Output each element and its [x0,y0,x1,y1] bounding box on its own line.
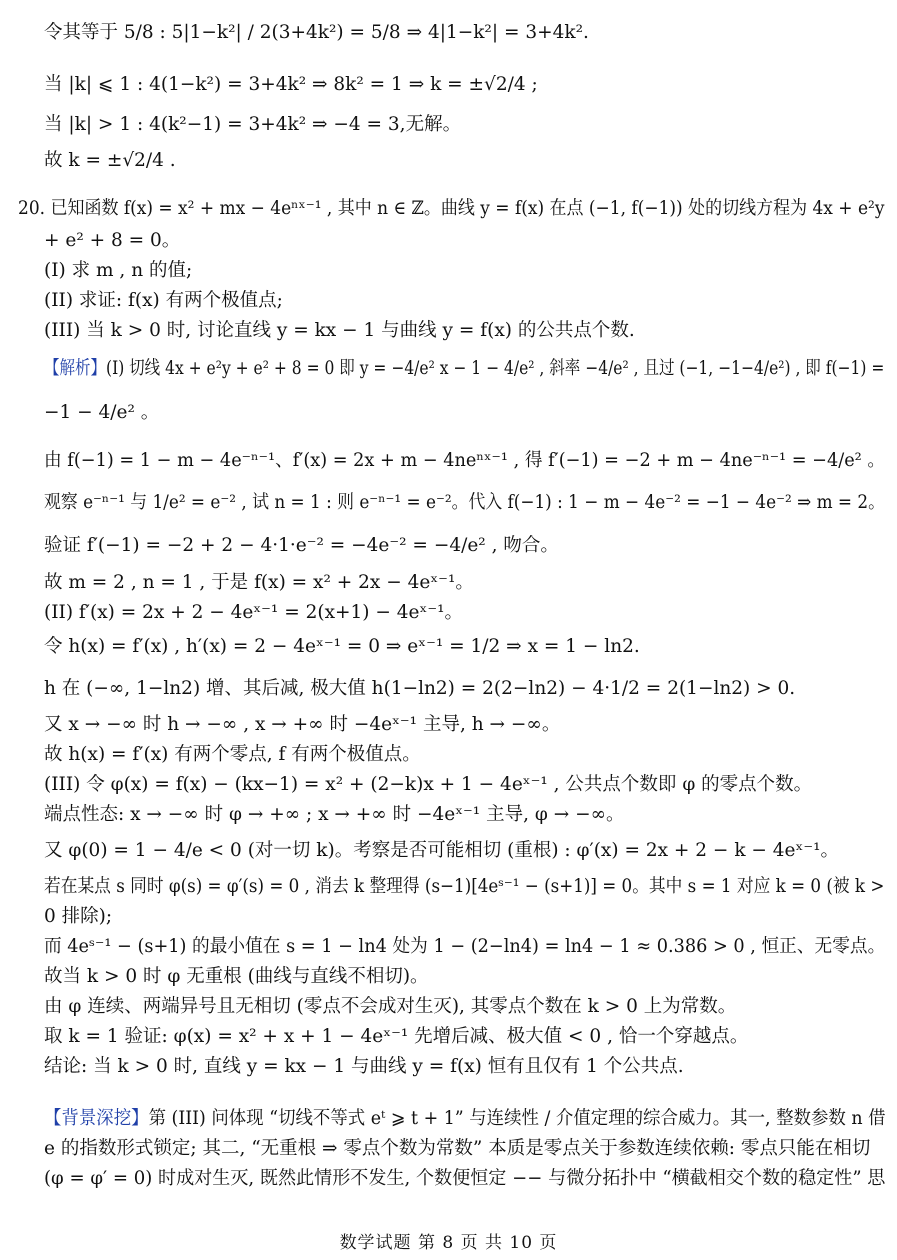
text-line [44,600,463,626]
text-line [44,838,839,864]
line-text: 又 φ(0) = 1 − 4/e < 0 (对一切 k)。考察是否可能相切 (重根) : φ′(x) = 2x + 2 − k − 4eˣ⁻¹。 [44,840,840,861]
line-text: 当 |k| > 1 : 4(k²−1) = 3+4k² ⇒ −4 = 3,无解。 [44,114,462,135]
text-line [44,258,192,284]
text-line [44,802,624,828]
line-text: 故 m = 2 , n = 1 , 于是 f(x) = x² + 2x − 4eˣ⁻¹。 [44,572,474,593]
text-line [44,1024,748,1050]
text-line [44,1166,885,1192]
text-line [44,634,640,660]
line-text: (I) 求 m , n 的值; [44,260,193,281]
line-text: (I) 切线 4x + e²y + e² + 8 = 0 即 y = −4/e² x − 1 − 4/e² , 斜率 −4/e² , 且过 (−1, −1−4/e²) , 即 f(−1) = [106,358,885,379]
line-text: 当 |k| ⩽ 1 : 4(1−k²) = 3+4k² ⇒ 8k² = 1 ⇒ k = ±√2/4 ; [44,74,538,95]
line-text: 又 x → −∞ 时 h → −∞ , x → +∞ 时 −4eˣ⁻¹ 主导, h → −∞。 [44,714,561,735]
line-text: (III) 当 k > 0 时, 讨论直线 y = kx − 1 与曲线 y = f(x) 的公共点个数. [44,320,635,341]
line-text: 第 (III) 问体现 “切线不等式 eᵗ ⩾ t + 1” 与连续性 / 介值定理的综合威力。其一, 整数参数 n 借 [148,1108,886,1129]
text-line [44,1054,684,1080]
text-line [44,570,474,596]
line-text: (II) f′(x) = 2x + 2 − 4eˣ⁻¹ = 2(x+1) − 4eˣ⁻¹。 [44,602,464,623]
text-line [44,712,560,738]
line-text: 故 h(x) = f′(x) 有两个零点, f 有两个极值点。 [44,744,421,765]
line-text: 验证 f′(−1) = −2 + 2 − 4·1·e⁻² = −4e⁻² = −4/e² , 吻合。 [44,535,559,556]
section-label: 【背景深挖】 [44,1108,149,1129]
text-line [44,742,421,768]
text-line [44,228,180,254]
line-text: −1 − 4/e² 。 [44,402,160,423]
text-line [44,356,884,382]
text-line [44,533,559,559]
text-line [44,934,885,960]
text-line [44,1106,886,1132]
line-text: 结论: 当 k > 0 时, 直线 y = kx − 1 与曲线 y = f(x) 恒有且仅有 1 个公共点. [44,1056,684,1077]
line-text: (III) 令 φ(x) = f(x) − (kx−1) = x² + (2−k)x + 1 − 4eˣ⁻¹ , 公共点个数即 φ 的零点个数。 [44,774,813,795]
text-line [44,318,635,344]
text-line [44,1136,870,1162]
line-text: 端点性态: x → −∞ 时 φ → +∞ ; x → +∞ 时 −4eˣ⁻¹ 主导, φ → −∞。 [44,804,625,825]
line-text: 故 k = ±√2/4 . [44,150,176,171]
line-text: 而 4eˢ⁻¹ − (s+1) 的最小值在 s = 1 − ln4 处为 1 − (2−ln4) = ln4 − 1 ≈ 0.386 > 0 , 恒正、无零点。 [44,936,886,957]
line-text: 由 f(−1) = 1 − m − 4e⁻ⁿ⁻¹、f′(x) = 2x + m − 4neⁿˣ⁻¹ , 得 f′(−1) = −2 + m − 4ne⁻ⁿ⁻¹ = −4/e² 。 [44,450,886,471]
text-line [44,112,461,138]
text-line [18,196,884,222]
line-text: (II) 求证: f(x) 有两个极值点; [44,290,283,311]
line-text: h 在 (−∞, 1−ln2) 增、其后减, 极大值 h(1−ln2) = 2(2−ln2) − 4·1/2 = 2(1−ln2) > 0. [44,678,796,699]
text-line [44,400,159,426]
line-text: 20. 已知函数 f(x) = x² + mx − 4eⁿˣ⁻¹ , 其中 n ∈ ℤ。曲线 y = f(x) 在点 (−1, f(−1)) 处的切线方程为 4x + e²y [18,198,885,219]
line-text: 若在某点 s 同时 φ(s) = φ′(s) = 0 , 消去 k 整理得 (s−1)[4eˢ⁻¹ − (s+1)] = 0。其中 s = 1 对应 k = 0 (被 k > [44,876,885,897]
text-line [44,448,885,474]
text-line [44,20,589,46]
text-line [44,964,429,990]
text-line [44,148,176,174]
line-text: 令 h(x) = f′(x) , h′(x) = 2 − 4eˣ⁻¹ = 0 ⇒ eˣ⁻¹ = 1/2 ⇒ x = 1 − ln2. [44,636,640,657]
line-text: 0 排除); [44,906,113,927]
text-line [44,490,885,516]
text-line [44,994,736,1020]
line-text: e 的指数形式锁定; 其二, “无重根 ⇒ 零点个数为常数” 本质是零点关于参数连续依赖: 零点只能在相切 [44,1138,871,1159]
line-text: 取 k = 1 验证: φ(x) = x² + x + 1 − 4eˣ⁻¹ 先增后减、极大值 < 0 , 恰一个穿越点。 [44,1026,749,1047]
page-footer: 数学试题 第 8 页 共 10 页 [339,1233,558,1253]
section-label: 【解析】 [44,358,107,379]
line-text: 故当 k > 0 时 φ 无重根 (曲线与直线不相切)。 [44,966,429,987]
line-text: 由 φ 连续、两端异号且无相切 (零点不会成对生灭), 其零点个数在 k > 0 上为常数。 [44,996,737,1017]
line-text: (φ = φ′ = 0) 时成对生灭, 既然此情形不发生, 个数便恒定 −− 与微分拓扑中 “横截相交个数的稳定性” 思 [44,1168,886,1189]
text-line [44,288,283,314]
line-text: + e² + 8 = 0。 [44,230,181,251]
text-line [44,72,538,98]
text-line [44,874,884,900]
line-text: 令其等于 5/8 : 5|1−k²| / 2(3+4k²) = 5/8 ⇒ 4|1−k²| = 3+4k². [44,22,589,43]
text-line [44,904,112,930]
line-text: 观察 e⁻ⁿ⁻¹ 与 1/e² = e⁻² , 试 n = 1 : 则 e⁻ⁿ⁻¹ = e⁻²。代入 f(−1) : 1 − m − 4e⁻² = −1 − 4e⁻² ⇒ m = 2。 [44,492,885,513]
text-line [44,772,812,798]
text-line [44,676,795,702]
